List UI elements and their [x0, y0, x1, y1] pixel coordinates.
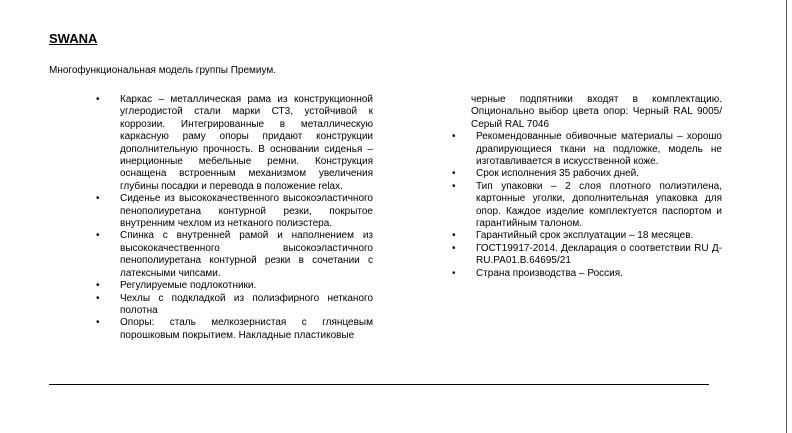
bullet-icon: •	[452, 230, 456, 242]
list-item	[96, 280, 373, 292]
list-item-text: Срок исполнения 35 рабочих дней.	[476, 168, 640, 180]
list-item-text: Опоры: сталь мелкозернистая с глянцевым порошковым покрытием. Накладные пластиковые	[120, 317, 373, 341]
list-item	[452, 131, 722, 168]
list-item	[452, 268, 722, 280]
list-item-text: Гарантийный срок эксплуатации – 18 месяцев.	[476, 230, 694, 242]
bullet-icon: •	[96, 317, 100, 329]
list-item-text: Страна производства – Россия.	[476, 267, 623, 279]
bullet-icon: •	[452, 242, 456, 254]
list-item-text: Рекомендованные обивочные материалы – хорошо драпирующиеся ткани на подложке, модель не изготавливается в искусственной коже.	[476, 131, 722, 168]
list-item-continuation: черные подпятники входят в комплектацию. Опционально выбор цвета опор: Черный RAL 9005/ Серый RAL 7046	[471, 94, 722, 130]
page-edge	[786, 0, 787, 433]
list-item-text: Тип упаковки – 2 слоя плотного полиэтилена, картонные уголки, дополнительная упаковка для опор. Каждое изделие комплектуется паспортом и гарантийным талоном.	[476, 180, 722, 230]
list-item-text: Спинка с внутренней рамой и наполнением из высококачественного высокоэластичного пенополиуретана контурной резки в сочетании с латексными чипсами.	[120, 230, 373, 279]
list-item	[96, 293, 373, 318]
bullet-icon: •	[452, 131, 456, 143]
right-column	[452, 94, 722, 280]
list-item-text: Регулируемые подлокотники.	[120, 280, 257, 292]
list-item	[96, 193, 373, 230]
bullet-icon: •	[96, 193, 100, 205]
horizontal-rule	[49, 384, 709, 385]
list-item	[452, 181, 722, 231]
bullet-icon: •	[96, 292, 100, 304]
bullet-icon: •	[452, 180, 456, 192]
list-item	[96, 230, 373, 280]
list-item-text: Чехлы с подкладкой из полиэфирного нетканого полотна	[120, 292, 373, 316]
list-item	[452, 243, 722, 268]
bullet-icon: •	[452, 267, 456, 279]
list-item	[452, 168, 722, 180]
list-item	[452, 230, 722, 242]
list-item-text: ГОСТ19917-2014. Декларация о соответствии RU Д-RU.PA01.B.64695/21	[476, 242, 722, 267]
list-item-text: Каркас – металлическая рама из конструкционной углеродистой стали марки СТ3, устойчивой к коррозии. Интегрированные в металлическую каркасную раму опоры придают конструкции дополнительную прочность. В основании сиденья – инерционные мебельные ремни. Конструкция оснащена встроенным механизмом увеличения глубины посадки и перевода в положение relax.	[120, 94, 373, 192]
list-item	[96, 317, 373, 342]
bullet-icon: •	[96, 94, 100, 105]
bullet-icon: •	[452, 168, 456, 180]
bullet-icon: •	[96, 280, 100, 292]
bullet-icon: •	[96, 230, 100, 242]
document-subtitle: Многофункциональная модель группы Премиум.	[49, 65, 277, 76]
list-item-text: Сиденье из высококачественного высокоэластичного пенополиуретана контурной резки, покрытое внутренним чехлом из нетканого полиэстера.	[120, 193, 373, 230]
list-item	[96, 94, 373, 193]
document-title: SWANA	[49, 31, 98, 46]
left-column	[96, 94, 373, 342]
